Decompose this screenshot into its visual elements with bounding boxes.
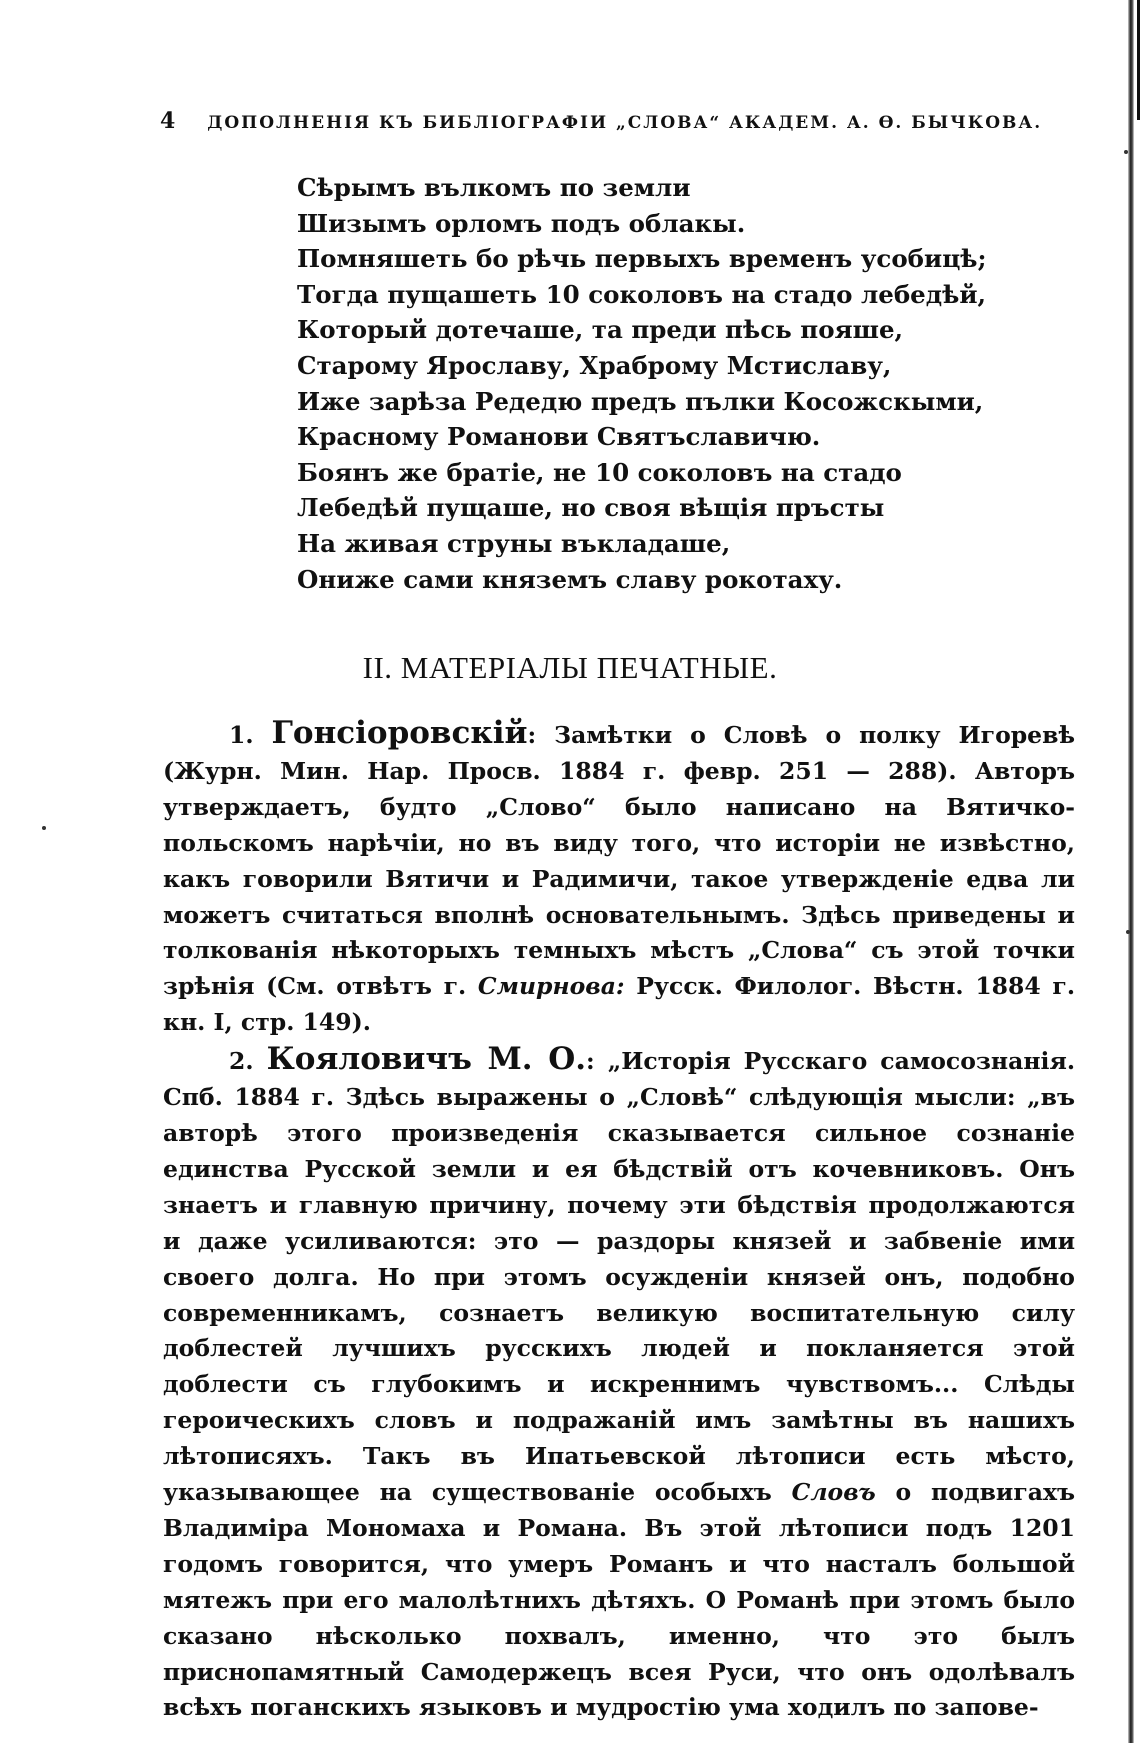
verse-line: Который дотечаше, та преди пѣсь пояше,: [297, 315, 904, 345]
verse-quotation: [297, 170, 1017, 597]
verse-line: Красному Романови Святъславичю.: [297, 422, 821, 452]
verse-line: Иже зарѣза Редедю предъ пълки Косожскыми,: [297, 386, 984, 416]
verse-line: Старому Ярославу, Храброму Мстиславу,: [297, 350, 892, 380]
verse-line: Сѣрымъ вълкомъ по земли: [297, 173, 691, 202]
verse-line: Ониже сами княземъ славу рокотаху.: [297, 564, 843, 594]
bibliography-entry: [163, 716, 1075, 1041]
running-title: ДОПОЛНЕНІЯ КЪ БИБЛІОГРАФІИ „СЛОВА“ АКАДЕМ. А. Ѳ. БЫЧКОВА.: [207, 113, 1043, 133]
entry-text: о подвигахъ Владиміра Мономаха и Романа. Въ этой лѣтописи подъ 1201 годомъ говорится, что умеръ Романъ и что насталъ большой мятежъ при его малолѣтнихъ дѣтяхъ. О Романѣ при этомъ было сказано нѣсколько похвалъ, именно, что это былъ приснопамятный Самодержецъ всея Руси, что онъ одолѣвалъ всѣхъ поганскихъ языковъ и мудростію ума ходилъ по запове-: [163, 1478, 1075, 1722]
entry-text: : Замѣтки о Словѣ о полку Игоревѣ (Журн. Мин. Нар. Просв. 1884 г. февр. 251 — 288). Авторъ утверждаетъ, будто „Слово“ было написано на Вятичко-польскомъ нарѣчіи, но въ виду того, что исторіи не извѣстно, какъ говорили Вятичи и Радимичи, такое утвержденіе едва ли можетъ считаться вполнѣ основательнымъ. Здѣсь приведены и толкованія нѣкоторыхъ темныхъ мѣстъ „Слова“ съ этой точки зрѣнія (См. отвѣтъ г.: [163, 721, 1075, 1001]
verse-line: Помняшеть бо рѣчь первыхъ временъ усобицѣ;: [297, 244, 987, 274]
bibliography-entries: [163, 716, 1075, 1726]
verse-line: Шизымъ орломъ подъ облакы.: [297, 208, 746, 238]
entry-text: : „Исторія Русскаго самосознанія. Спб. 1884 г. Здѣсь выражены о „Словѣ“ слѣдующія мысли: „въ авторѣ этого произведенія сказывается сильное сознаніе единства Русской земли и ея бѣдствій отъ кочевниковъ. Онъ знаетъ и главную причину, почему эти бѣдствія продолжаются и даже усиливаются: это — раздоры князей и забвеніе ими своего долга. Но при этомъ осужденіи князей онъ, подобно современникамъ, сознаетъ великую воспитательную силу доблестей лучшихъ русскихъ людей и покланяется этой доблести съ глубокимъ и искреннимъ чувствомъ... Слѣды героическихъ словъ и подражаній имъ замѣтны въ нашихъ лѣтописяхъ. Такъ въ Ипатьевской лѣтописи есть мѣсто, указывающее на существованіе особыхъ: [163, 1047, 1075, 1507]
verse-line: Тогда пущашеть 10 соколовъ на стадо лебедѣй,: [297, 279, 987, 309]
entry-italic-text: Смирнова:: [477, 972, 625, 1001]
page-number: 4: [160, 108, 178, 134]
bibliography-entry: [163, 1042, 1075, 1726]
scan-speck: [1126, 930, 1130, 934]
scan-speck: [42, 826, 46, 830]
page-edge-shadow: [1128, 0, 1134, 1743]
scan-speck: [1124, 150, 1128, 154]
entry-number: 1.: [229, 721, 254, 749]
entry-author: Кояловичъ М. О.: [266, 1041, 587, 1078]
verse-line: Боянъ же братіе, не 10 соколовъ на стадо: [297, 457, 902, 487]
entry-text: Русск. Филолог. Вѣстн. 1884 г. кн. I, стр. 149).: [163, 972, 1075, 1037]
section-title: II. МАТЕРІАЛЫ ПЕЧАТНЫЕ.: [362, 650, 778, 685]
verse-line: На живая струны въкладаше,: [297, 528, 731, 558]
entry-italic-text: Словъ: [791, 1478, 876, 1507]
verse-line: Лебедѣй пущаше, но своя вѣщія пръсты: [297, 493, 885, 523]
entry-author: Гонсіоровскій: [271, 715, 528, 751]
running-header: [160, 108, 1043, 134]
entry-number: 2.: [229, 1047, 254, 1076]
